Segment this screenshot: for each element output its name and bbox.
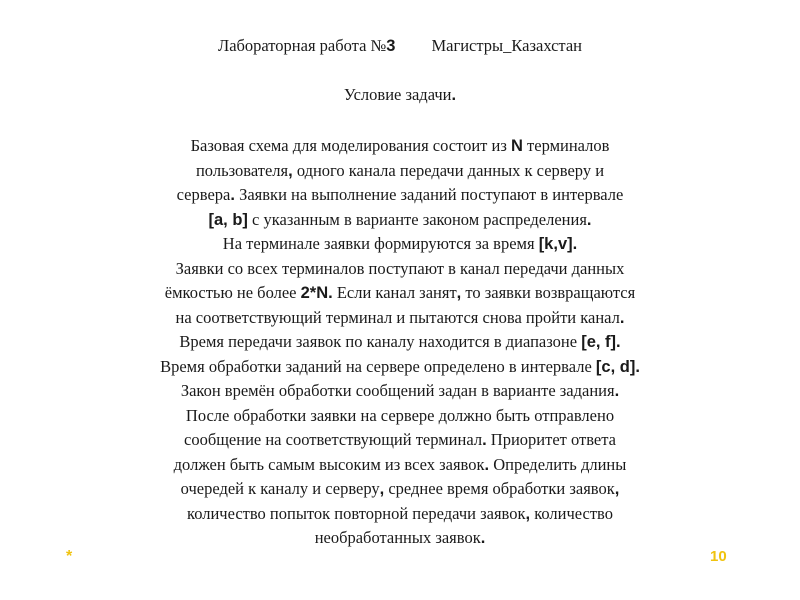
text-line: количество попыток повторной передачи заявок, количество xyxy=(187,503,613,523)
text-line: на соответствующий терминал и пытаются снова пройти канал. xyxy=(175,307,625,327)
text-line: На терминале заявки формируются за время [k,v]. xyxy=(222,234,578,253)
text-line: После обработки заявки на сервере должно быть отправлено xyxy=(185,405,615,425)
text-line: Закон времён обработки сообщений задан в варианте задания. xyxy=(180,381,620,400)
slide-header xyxy=(0,36,800,56)
header-group: Магистры_Казахстан xyxy=(431,36,582,55)
task-heading: Условие задачи. xyxy=(343,85,457,104)
text-line: Время передачи заявок по каналу находится в диапазоне [e, f]. xyxy=(179,332,621,351)
task-description xyxy=(60,134,740,551)
text-line: необработанных заявок. xyxy=(314,528,486,547)
text-line: сообщение на соответствующий терминал. Приоритет ответа xyxy=(184,430,616,449)
text-line: Заявки со всех терминалов поступают в канал передачи данных xyxy=(175,258,625,278)
text-line: очередей к каналу и серверу, среднее время обработки заявок, xyxy=(180,479,620,498)
header-number: 3 xyxy=(386,37,396,55)
text-line: Время обработки заданий на сервере определено в интервале [c, d]. xyxy=(160,356,640,376)
text-line: Базовая схема для моделирования состоит из N терминалов xyxy=(190,136,610,155)
text-line: ёмкостью не более 2*N. Если канал занят, то заявки возвращаются xyxy=(164,283,636,302)
page-number: 10 xyxy=(710,548,727,565)
header-title: Лабораторная работа № xyxy=(218,36,387,55)
text-line: [a, b] с указанным в варианте законом распределения. xyxy=(208,209,592,229)
footer-star-mark: * xyxy=(66,548,73,565)
text-line: должен быть самым высоким из всех заявок. Определить длины xyxy=(173,454,627,474)
text-line: пользователя, одного канала передачи данных к серверу и xyxy=(195,160,605,180)
text-line: сервера. Заявки на выполнение заданий поступают в интервале xyxy=(176,185,624,204)
